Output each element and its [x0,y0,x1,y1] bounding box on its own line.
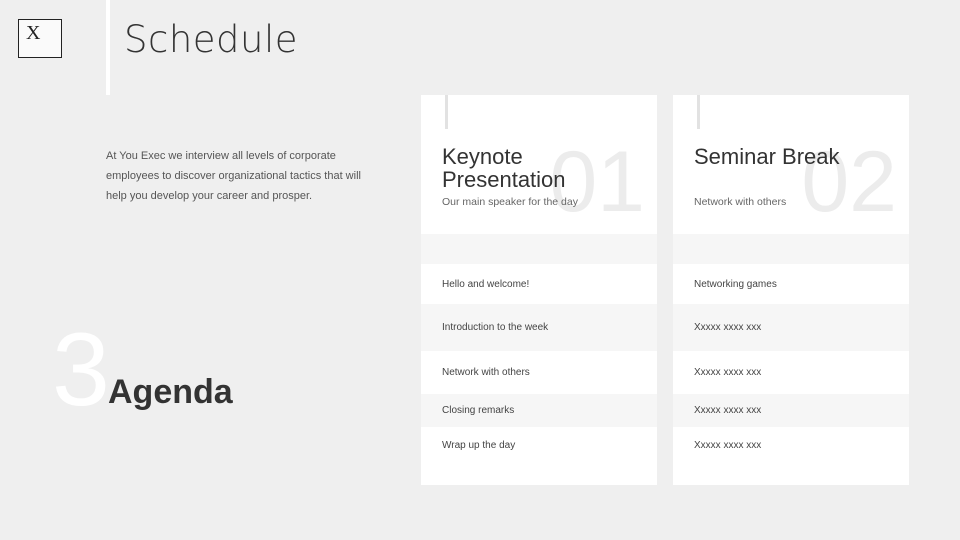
card-number: 01 [549,134,645,230]
card-row-spacer [421,234,657,264]
agenda-item: Introduction to the week [421,304,657,351]
agenda-item: Xxxxx xxxx xxx [694,439,762,451]
agenda-item: Network with others [442,367,530,378]
card-accent-bar [697,95,700,129]
intro-text: At You Exec we interview all levels of corporate employees to discover organizational tactics that will help you develop your career and prosper. [106,150,361,202]
agenda-item: Xxxxx xxxx xxx [673,304,909,351]
card-row-spacer [673,234,909,264]
card-title: Seminar Break [694,144,840,169]
card-number: 02 [801,134,897,230]
schedule-card-01 [421,95,657,485]
card-accent-bar [445,95,448,129]
agenda-item: Xxxxx xxxx xxx [694,367,762,378]
card-subtitle: Network with others [694,196,787,208]
title-divider [106,0,110,95]
logo-text: X [26,22,41,44]
section-number: 3 [52,312,110,428]
page-title: Schedule [124,18,299,61]
card-subtitle: Our main speaker for the day [442,196,578,208]
agenda-item: Closing remarks [421,394,657,427]
logo [18,19,62,58]
agenda-item: Hello and welcome! [442,278,530,290]
agenda-item: Xxxxx xxxx xxx [673,394,909,427]
schedule-card-02 [673,95,909,485]
section-label: Agenda [108,373,233,411]
card-title: Keynote Presentation [442,144,566,192]
agenda-item: Wrap up the day [442,439,516,451]
agenda-item: Networking games [694,278,777,290]
